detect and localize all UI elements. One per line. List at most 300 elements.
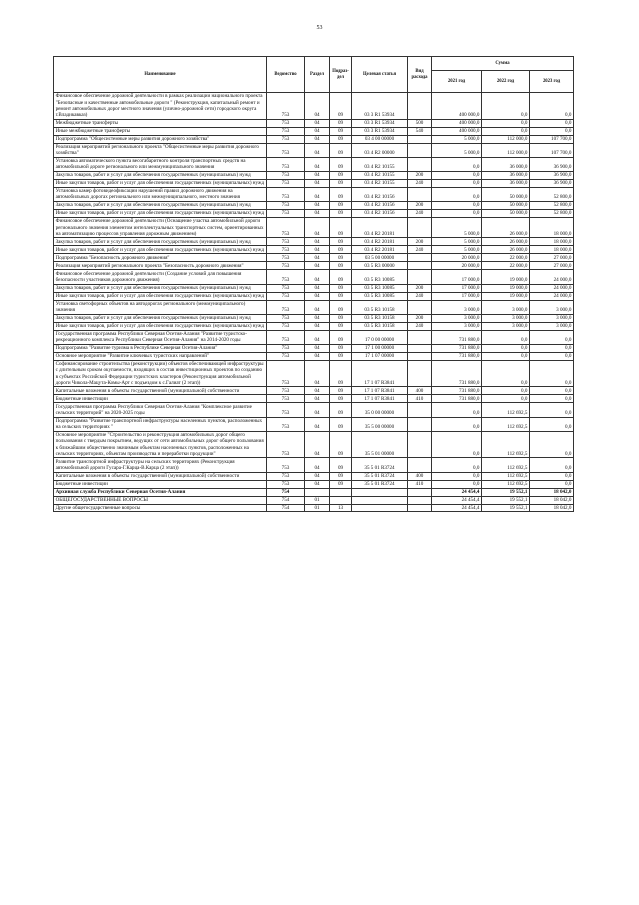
cell-subsection: 09 [330, 322, 352, 330]
cell-target: 03 4 R2 10155 [352, 179, 408, 187]
cell-2023: 0,0 [530, 403, 574, 417]
cell-target: 03 4 R2 10156 [352, 210, 408, 218]
cell-2022: 0,0 [482, 352, 530, 360]
cell-section: 04 [305, 284, 330, 292]
cell-section: 04 [305, 246, 330, 254]
cell-2021: 0,0 [432, 480, 482, 488]
cell-2023: 18 000,0 [530, 246, 574, 254]
cell-subsection: 09 [330, 270, 352, 284]
table-row [54, 472, 574, 480]
table-row [54, 314, 574, 322]
cell-2021: 5 000,0 [432, 238, 482, 246]
cell-subsection: 09 [330, 300, 352, 314]
cell-subsection: 09 [330, 360, 352, 387]
cell-2022: 112 000,0 [482, 143, 530, 157]
cell-expense-type: 410 [408, 480, 432, 488]
cell-subsection: 09 [330, 458, 352, 472]
cell-name: Закупка товаров, работ и услуг для обеспечения государственных (муниципальных) нужд [54, 202, 267, 210]
cell-target: 35 5 01 R3724 [352, 458, 408, 472]
cell-target [352, 496, 408, 504]
cell-section: 04 [305, 314, 330, 322]
cell-expense-type [408, 504, 432, 512]
cell-department: 754 [267, 496, 305, 504]
cell-2023: 0,0 [530, 344, 574, 352]
cell-2023: 24 000,0 [530, 270, 574, 284]
cell-section: 04 [305, 187, 330, 201]
cell-section: 04 [305, 403, 330, 417]
cell-target: 17 1 07 R3841 [352, 360, 408, 387]
budget-table [53, 56, 574, 512]
cell-section: 04 [305, 352, 330, 360]
table-row [54, 93, 574, 120]
cell-department: 753 [267, 322, 305, 330]
cell-target [352, 504, 408, 512]
cell-subsection [330, 488, 352, 496]
table-row [54, 344, 574, 352]
table-row [54, 127, 574, 135]
table-row [54, 431, 574, 458]
cell-target [352, 488, 408, 496]
header-expense-type: Вид расхода [408, 57, 432, 93]
cell-name: Установка камер фотовидеофиксации нарушений правил дорожного движения на автомобильных дорогах регионального или межмуниципального, местного значения [54, 187, 267, 201]
cell-subsection: 09 [330, 254, 352, 262]
cell-2021: 17 000,0 [432, 292, 482, 300]
cell-subsection: 09 [330, 210, 352, 218]
cell-2022: 112 692,5 [482, 403, 530, 417]
cell-expense-type [408, 93, 432, 120]
cell-target: 03 3 R1 53934 [352, 127, 408, 135]
cell-subsection: 09 [330, 179, 352, 187]
cell-department: 754 [267, 488, 305, 496]
cell-department: 753 [267, 300, 305, 314]
table-row [54, 292, 574, 300]
cell-expense-type [408, 254, 432, 262]
header-target: Целевая статья [352, 57, 408, 93]
cell-2021: 17 000,0 [432, 284, 482, 292]
cell-target: 35 5 01 R3724 [352, 480, 408, 488]
cell-department: 754 [267, 504, 305, 512]
cell-subsection: 09 [330, 387, 352, 395]
cell-2023: 0,0 [530, 395, 574, 403]
cell-department: 753 [267, 218, 305, 238]
cell-target: 17 1 07 R3841 [352, 395, 408, 403]
cell-2022: 22 000,0 [482, 254, 530, 262]
cell-expense-type [408, 344, 432, 352]
table-row [54, 417, 574, 431]
cell-name: Основное мероприятие "Развитие ключевых туристских направлений" [54, 352, 267, 360]
cell-2021: 0,0 [432, 157, 482, 171]
table-row [54, 171, 574, 179]
cell-department: 753 [267, 360, 305, 387]
cell-2022: 0,0 [482, 119, 530, 127]
cell-2023: 0,0 [530, 431, 574, 458]
cell-target: 03 5 00 00000 [352, 254, 408, 262]
cell-expense-type [408, 270, 432, 284]
cell-2022: 0,0 [482, 387, 530, 395]
cell-department: 753 [267, 246, 305, 254]
cell-section: 04 [305, 300, 330, 314]
cell-2021: 400 000,0 [432, 119, 482, 127]
cell-2023: 36 900,0 [530, 179, 574, 187]
cell-expense-type: 540 [408, 127, 432, 135]
cell-subsection: 09 [330, 262, 352, 270]
cell-name: Подпрограмма "Безопасность дорожного движения" [54, 254, 267, 262]
table-row [54, 135, 574, 143]
cell-2021: 731 880,0 [432, 395, 482, 403]
cell-2021: 5 000,0 [432, 218, 482, 238]
cell-target: 03 5 R3 00000 [352, 262, 408, 270]
cell-section: 04 [305, 238, 330, 246]
cell-2022: 36 000,0 [482, 157, 530, 171]
cell-name: Установка автоматического пункта весогабаритного контроля транспортных средств на автомобильной дороге регионального или межмуниципального значения [54, 157, 267, 171]
cell-expense-type: 500 [408, 119, 432, 127]
cell-2022: 0,0 [482, 93, 530, 120]
cell-2023: 3 000,0 [530, 314, 574, 322]
cell-2023: 27 000,0 [530, 254, 574, 262]
cell-target: 03 3 R1 53934 [352, 119, 408, 127]
header-subsection: Подраз-дел [330, 57, 352, 93]
cell-section: 04 [305, 360, 330, 387]
cell-target: 35 5 01 00000 [352, 431, 408, 458]
cell-2021: 5 000,0 [432, 246, 482, 254]
cell-department: 753 [267, 135, 305, 143]
cell-2023: 0,0 [530, 330, 574, 344]
cell-target: 35 5 01 R3724 [352, 472, 408, 480]
cell-target: 03 4 R2 10156 [352, 202, 408, 210]
cell-subsection: 09 [330, 202, 352, 210]
cell-2022: 19 552,1 [482, 488, 530, 496]
table-row [54, 119, 574, 127]
cell-name: Закупка товаров, работ и услуг для обеспечения государственных (муниципальных) нужд [54, 238, 267, 246]
cell-2023: 0,0 [530, 458, 574, 472]
cell-name: Подпрограмма "Общесистемные меры развития дорожного хозяйства" [54, 135, 267, 143]
cell-2023: 18 000,0 [530, 238, 574, 246]
cell-target: 03 4 R2 10155 [352, 157, 408, 171]
cell-2022: 112 000,0 [482, 135, 530, 143]
cell-2023: 0,0 [530, 360, 574, 387]
cell-2023: 0,0 [530, 119, 574, 127]
cell-expense-type [408, 403, 432, 417]
cell-department: 753 [267, 403, 305, 417]
cell-subsection: 09 [330, 480, 352, 488]
cell-2022: 19 552,1 [482, 496, 530, 504]
cell-2023: 0,0 [530, 127, 574, 135]
cell-subsection: 09 [330, 292, 352, 300]
cell-2023: 27 000,0 [530, 262, 574, 270]
cell-expense-type [408, 300, 432, 314]
cell-2021: 3 000,0 [432, 300, 482, 314]
cell-2022: 3 000,0 [482, 322, 530, 330]
cell-2021: 731 880,0 [432, 387, 482, 395]
cell-department: 753 [267, 395, 305, 403]
cell-2022: 112 692,5 [482, 472, 530, 480]
cell-department: 753 [267, 314, 305, 322]
cell-2022: 26 000,0 [482, 238, 530, 246]
cell-expense-type [408, 352, 432, 360]
cell-2022: 112 692,5 [482, 417, 530, 431]
cell-subsection: 09 [330, 238, 352, 246]
table-row [54, 270, 574, 284]
cell-target: 17 1 07 R3841 [352, 387, 408, 395]
table-row [54, 458, 574, 472]
cell-subsection: 09 [330, 472, 352, 480]
cell-section: 04 [305, 387, 330, 395]
cell-expense-type: 410 [408, 395, 432, 403]
cell-2023: 107 700,0 [530, 135, 574, 143]
header-2022: 2022 год [482, 71, 530, 93]
table-row [54, 246, 574, 254]
cell-2023: 18 042,0 [530, 504, 574, 512]
cell-department: 753 [267, 119, 305, 127]
cell-name: Иные закупки товаров, работ и услуг для обеспечения государственных (муниципальных) нужд [54, 210, 267, 218]
cell-name: Капитальные вложения в объекты государственной (муниципальной) собственности [54, 387, 267, 395]
cell-2023: 0,0 [530, 352, 574, 360]
cell-subsection: 09 [330, 187, 352, 201]
cell-expense-type [408, 187, 432, 201]
cell-subsection: 09 [330, 171, 352, 179]
cell-section: 04 [305, 344, 330, 352]
cell-expense-type: 200 [408, 284, 432, 292]
cell-2022: 19 552,1 [482, 504, 530, 512]
cell-expense-type: 240 [408, 292, 432, 300]
cell-2023: 18 042,0 [530, 496, 574, 504]
cell-expense-type [408, 218, 432, 238]
cell-expense-type: 200 [408, 314, 432, 322]
cell-name: Иные закупки товаров, работ и услуг для обеспечения государственных (муниципальных) нужд [54, 246, 267, 254]
cell-2023: 0,0 [530, 93, 574, 120]
cell-target: 03 4 R2 20181 [352, 238, 408, 246]
cell-subsection: 09 [330, 352, 352, 360]
cell-department: 753 [267, 262, 305, 270]
cell-name: Подпрограмма "Развитие туризма в Республике Северная Осетия-Алания" [54, 344, 267, 352]
cell-subsection: 09 [330, 314, 352, 322]
cell-2021: 400 000,0 [432, 93, 482, 120]
cell-department: 753 [267, 254, 305, 262]
table-row [54, 504, 574, 512]
cell-section: 04 [305, 480, 330, 488]
cell-2023: 0,0 [530, 417, 574, 431]
cell-section: 04 [305, 395, 330, 403]
cell-department: 753 [267, 387, 305, 395]
cell-name: Бюджетные инвестиции [54, 480, 267, 488]
cell-expense-type: 240 [408, 246, 432, 254]
cell-subsection: 09 [330, 417, 352, 431]
cell-name: Государственная программа Республики Северная Осетия-Алания "Развитие туристско-рекреационного комплекса Республики Северная Осетия-Алания" на 2014-2020 годы [54, 330, 267, 344]
cell-department: 753 [267, 292, 305, 300]
cell-subsection: 13 [330, 504, 352, 512]
table-row [54, 262, 574, 270]
cell-subsection: 09 [330, 218, 352, 238]
cell-department: 753 [267, 179, 305, 187]
cell-2021: 731 880,0 [432, 352, 482, 360]
cell-2021: 24 454,4 [432, 496, 482, 504]
cell-2021: 0,0 [432, 403, 482, 417]
cell-name: Закупка товаров, работ и услуг для обеспечения государственных (муниципальных) нужд [54, 284, 267, 292]
cell-2021: 0,0 [432, 458, 482, 472]
cell-section: 04 [305, 171, 330, 179]
cell-section: 04 [305, 143, 330, 157]
cell-expense-type [408, 330, 432, 344]
cell-2021: 3 000,0 [432, 322, 482, 330]
cell-2022: 0,0 [482, 360, 530, 387]
cell-subsection: 09 [330, 344, 352, 352]
cell-2022: 26 000,0 [482, 218, 530, 238]
cell-section: 04 [305, 254, 330, 262]
cell-2021: 24 454,4 [432, 488, 482, 496]
cell-expense-type: 200 [408, 202, 432, 210]
table-row [54, 352, 574, 360]
cell-2023: 3 000,0 [530, 322, 574, 330]
cell-target: 03 5 R3 10085 [352, 270, 408, 284]
cell-name: Капитальные вложения в объекты государственной (муниципальной) собственности [54, 472, 267, 480]
cell-subsection: 09 [330, 330, 352, 344]
cell-target: 03 4 R2 10155 [352, 171, 408, 179]
cell-2022: 3 000,0 [482, 300, 530, 314]
cell-subsection: 09 [330, 157, 352, 171]
cell-2022: 112 692,5 [482, 480, 530, 488]
cell-2022: 0,0 [482, 344, 530, 352]
cell-name: Иные закупки товаров, работ и услуг для обеспечения государственных (муниципальных) нужд [54, 179, 267, 187]
cell-department: 753 [267, 431, 305, 458]
cell-department: 753 [267, 352, 305, 360]
table-row [54, 202, 574, 210]
cell-expense-type [408, 135, 432, 143]
table-row [54, 218, 574, 238]
cell-expense-type [408, 496, 432, 504]
cell-section: 04 [305, 119, 330, 127]
cell-department: 753 [267, 330, 305, 344]
cell-name: Развитие транспортной инфраструктуры на сельских территориях (Реконструкция автомобильной дороги Гусара-Г.Карца-В.Карца (2 этап)) [54, 458, 267, 472]
cell-name: Установка светофорных объектов на автодорогах регионального (межмуниципального) значения [54, 300, 267, 314]
cell-department: 753 [267, 127, 305, 135]
cell-expense-type [408, 157, 432, 171]
table-body [54, 93, 574, 512]
cell-subsection: 09 [330, 93, 352, 120]
cell-2023: 36 900,0 [530, 171, 574, 179]
cell-department: 753 [267, 157, 305, 171]
cell-2023: 107 700,0 [530, 143, 574, 157]
cell-2022: 19 000,0 [482, 270, 530, 284]
cell-section: 04 [305, 179, 330, 187]
cell-2021: 731 880,0 [432, 330, 482, 344]
cell-subsection: 09 [330, 431, 352, 458]
cell-name: Подпрограмма "Развитие транспортной инфраструктуры населенных пунктов, расположенных на сельских территориях " [54, 417, 267, 431]
cell-2022: 0,0 [482, 395, 530, 403]
cell-2023: 18 000,0 [530, 218, 574, 238]
cell-name: Другие общегосударственные вопросы [54, 504, 267, 512]
cell-subsection: 09 [330, 284, 352, 292]
cell-expense-type: 200 [408, 238, 432, 246]
cell-section: 04 [305, 218, 330, 238]
cell-department: 753 [267, 143, 305, 157]
header-section: Раздел [305, 57, 330, 93]
cell-name: Архивная служба Республики Северная Осетия-Алания [54, 488, 267, 496]
table-row [54, 300, 574, 314]
cell-2023: 0,0 [530, 387, 574, 395]
cell-expense-type [408, 431, 432, 458]
cell-2021: 0,0 [432, 202, 482, 210]
cell-section: 04 [305, 431, 330, 458]
cell-subsection: 09 [330, 119, 352, 127]
cell-2021: 731 880,0 [432, 344, 482, 352]
page-number: 53 [316, 25, 323, 31]
cell-section: 04 [305, 322, 330, 330]
cell-2023: 0,0 [530, 472, 574, 480]
cell-expense-type: 240 [408, 210, 432, 218]
cell-section: 04 [305, 292, 330, 300]
header-sum: Сумма [432, 57, 574, 71]
cell-target: 03 5 R3 10158 [352, 322, 408, 330]
cell-name: Финансовое обеспечение дорожной деятельности (Оснащение участка автомобильной дороги регионального значения элементом интеллектуальных транспортных систем, ориентированных на автоматизацию процессов управления дорожным движением) [54, 218, 267, 238]
cell-expense-type: 400 [408, 387, 432, 395]
cell-target: 03 4 R2 00000 [352, 143, 408, 157]
cell-department: 753 [267, 210, 305, 218]
cell-2021: 24 454,4 [432, 504, 482, 512]
cell-name: Государственная программа Республики Северная Осетия-Алания "Комплексное развитие сельских территорий" на 2020-2025 годы [54, 403, 267, 417]
cell-name: Иные закупки товаров, работ и услуг для обеспечения государственных (муниципальных) нужд [54, 292, 267, 300]
cell-2023: 36 900,0 [530, 157, 574, 171]
cell-department: 753 [267, 472, 305, 480]
cell-2023: 52 800,0 [530, 187, 574, 201]
cell-2022: 3 000,0 [482, 314, 530, 322]
cell-expense-type: 240 [408, 322, 432, 330]
cell-name: Софинансирование строительства (реконструкции) объектов обеспечивающей инфраструктуры с длительным сроком окупаемости, входящих в состав инвестиционных проектов по созданию в субъектах Российской Федерации туристских кластеров (Реконструкция автомобильной дороги Чикола-Мацута-Комы-Арт с подъездом к с.Галиат (2 этап)) [54, 360, 267, 387]
cell-target: 03 5 R3 10085 [352, 284, 408, 292]
cell-section: 04 [305, 270, 330, 284]
cell-name: Финансовое обеспечение дорожной деятельности (Создание условий для повышения безопасности участников дорожного движения) [54, 270, 267, 284]
cell-target: 03 5 R3 10158 [352, 300, 408, 314]
cell-expense-type [408, 417, 432, 431]
cell-section: 04 [305, 472, 330, 480]
cell-subsection: 09 [330, 246, 352, 254]
cell-department: 753 [267, 284, 305, 292]
cell-department: 753 [267, 171, 305, 179]
cell-target: 35 5 00 00000 [352, 417, 408, 431]
cell-name: Иные закупки товаров, работ и услуг для обеспечения государственных (муниципальных) нужд [54, 322, 267, 330]
cell-department: 753 [267, 238, 305, 246]
cell-section: 04 [305, 330, 330, 344]
cell-2023: 0,0 [530, 480, 574, 488]
table-row [54, 496, 574, 504]
cell-2022: 50 000,0 [482, 210, 530, 218]
cell-2022: 112 692,5 [482, 458, 530, 472]
cell-target: 17 1 00 00000 [352, 344, 408, 352]
cell-name: Реализация мероприятий регионального проекта "Общесистемные меры развития дорожного хозяйства" [54, 143, 267, 157]
header-name: Наименование [54, 57, 267, 93]
cell-name: Межбюджетные трансферты [54, 119, 267, 127]
table-row [54, 238, 574, 246]
table-row [54, 322, 574, 330]
cell-2021: 20 000,0 [432, 254, 482, 262]
cell-2021: 0,0 [432, 417, 482, 431]
cell-2023: 52 800,0 [530, 202, 574, 210]
cell-2021: 5 000,0 [432, 143, 482, 157]
cell-2022: 0,0 [482, 127, 530, 135]
cell-2022: 0,0 [482, 330, 530, 344]
cell-target: 03 4 R2 20181 [352, 218, 408, 238]
cell-subsection: 09 [330, 135, 352, 143]
cell-2022: 26 000,0 [482, 246, 530, 254]
cell-2021: 731 880,0 [432, 360, 482, 387]
header-2021: 2021 год [432, 71, 482, 93]
cell-target: 03 4 R2 20181 [352, 246, 408, 254]
cell-department: 753 [267, 417, 305, 431]
cell-name: Закупка товаров, работ и услуг для обеспечения государственных (муниципальных) нужд [54, 314, 267, 322]
cell-department: 753 [267, 458, 305, 472]
cell-section: 04 [305, 458, 330, 472]
cell-2021: 400 000,0 [432, 127, 482, 135]
cell-2022: 36 000,0 [482, 179, 530, 187]
